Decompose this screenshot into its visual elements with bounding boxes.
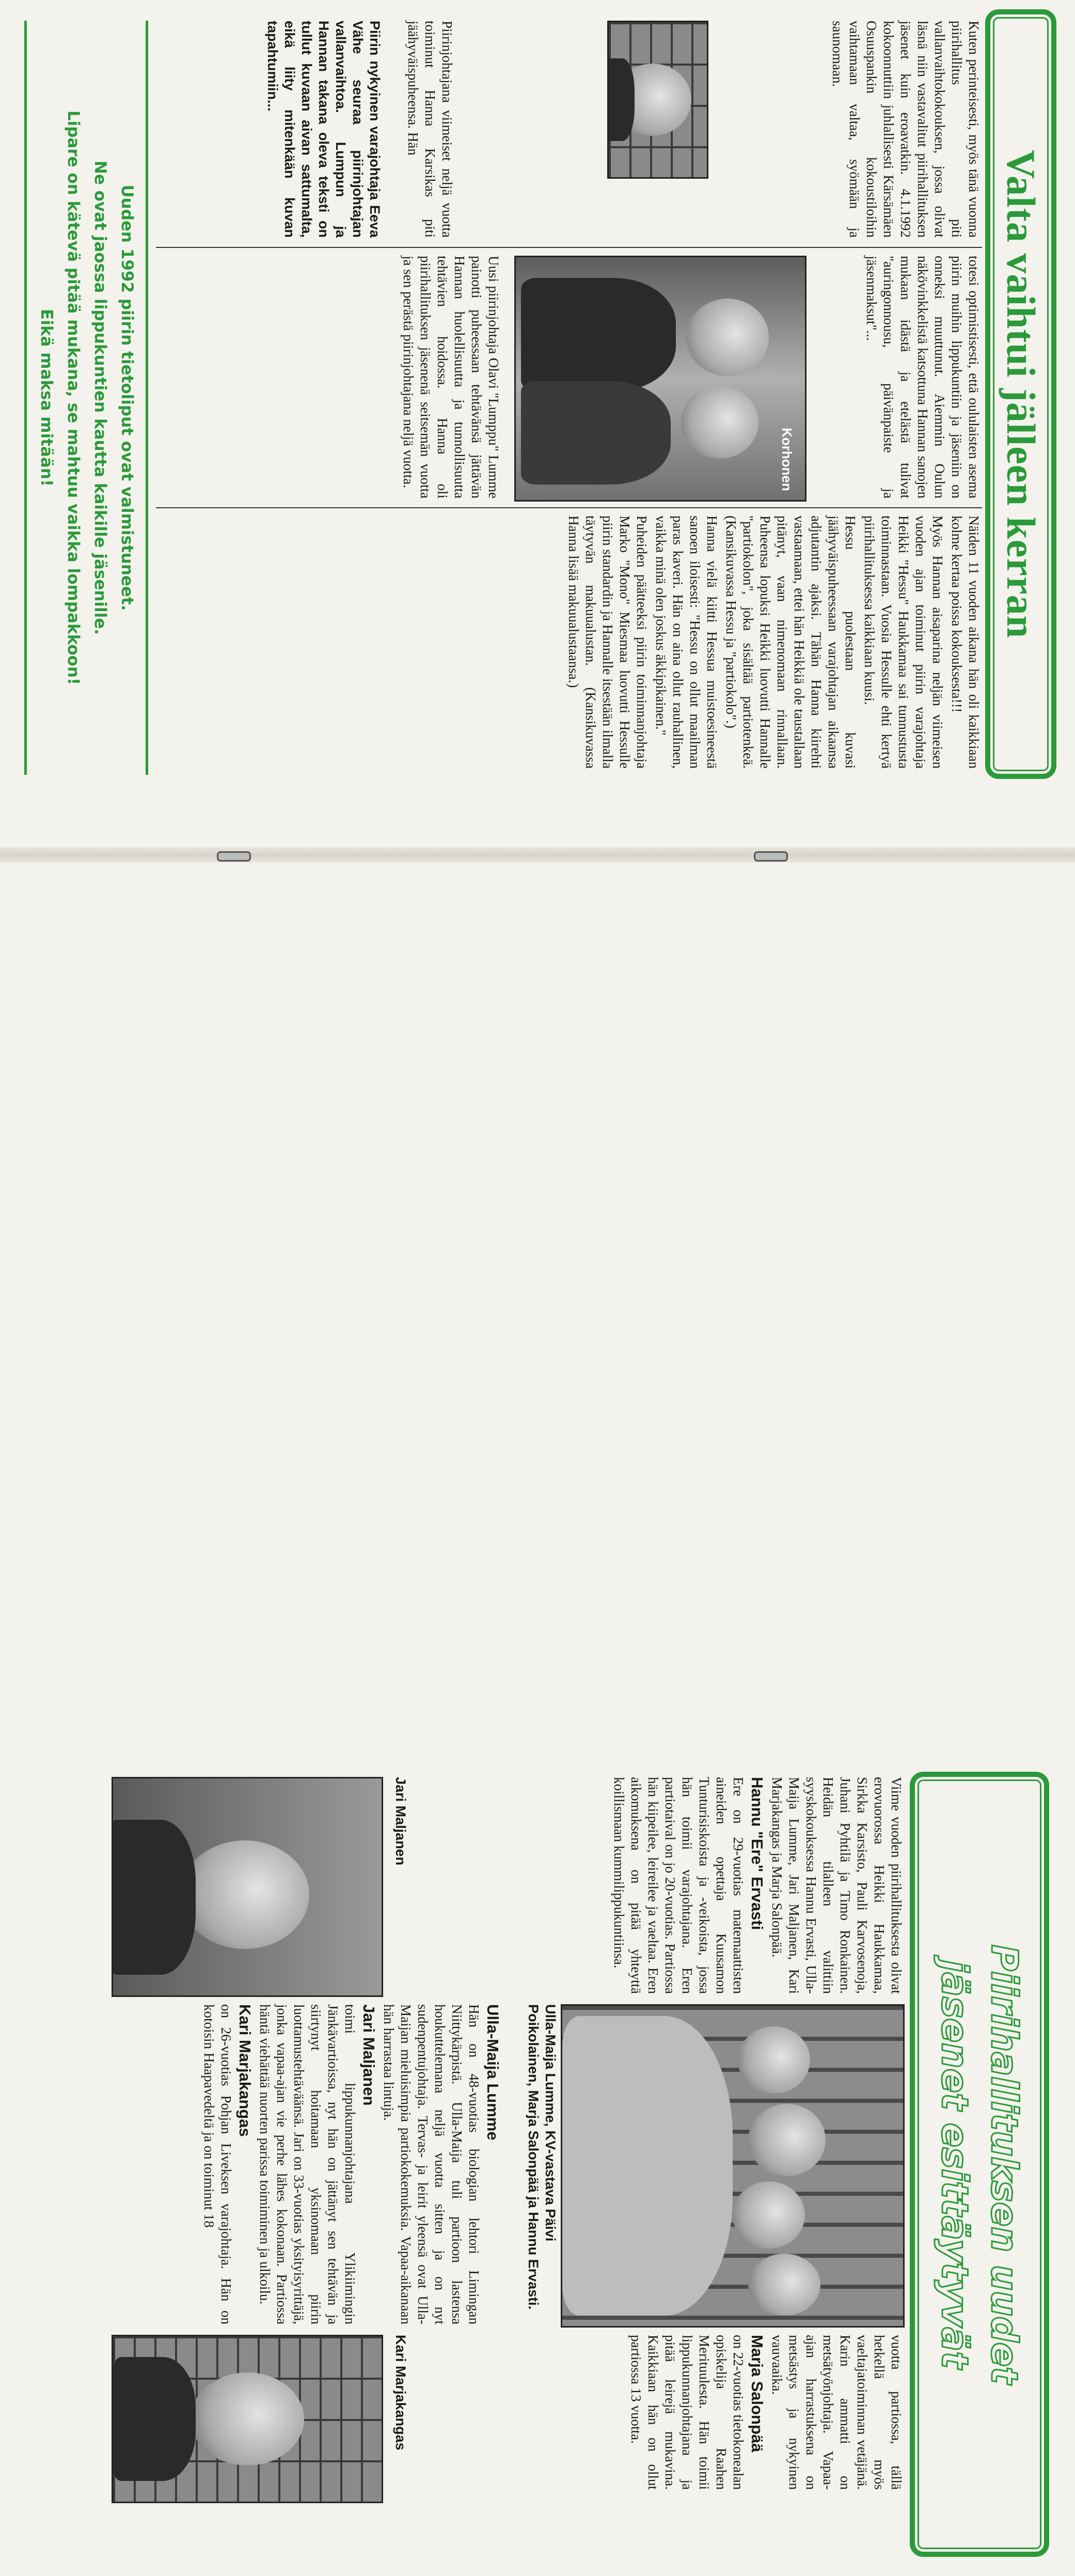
photo-handover (514, 256, 807, 502)
top-col-3 (563, 516, 982, 769)
top-col3-text: Näiden 11 vuoden aikana hän oli kaikkiaan kolme kertaa poissa kokouksesta!!! (949, 516, 982, 769)
green-rule-bottom (24, 21, 27, 775)
green-note-1: Uuden 1992 piirin tietoliput ovat valmistuneet. (118, 184, 136, 611)
green-note-2: Ne ovat jaossa lippukuntien kautta kaikille jäsenille. (91, 160, 109, 635)
top-col3c-text: Hessu puolestaan kuvasi jäähyväispuheessaan varajohtajan aikaansa adjutantin ajaksi. Tähän Hanna kiirehti vastaamaan, ettei hän Heikkiä ole taustallaan pitänyt, vaan nimenomaan rinnallaan. Puheensa lopuksi Heikki luovutti Hannalle "partiokolon", joka sisältää partiotenkeä. (Kansikuvassa Hessu ja "partiokolo".) (723, 516, 858, 769)
photo-jari (112, 1777, 383, 1997)
top-col3b-text: Myös Hannan aisaparina neljän viimeisen vuoden ajan toiminut piirin varajohtaja Heikki "Hessu" Haukkamaa sai tunnustusta toiminnastaan. Vuosia Hessulle ehti kertyä piirihallituksessa kaikkiaan kuusi. (862, 516, 945, 769)
staple-right (754, 851, 788, 862)
marja-heading: Marja Salonpää (748, 2335, 766, 2453)
top-col-1b-text (402, 21, 455, 238)
hannu-heading: Hannu "Ere" Ervasti (748, 1777, 766, 1930)
kari-heading: Kari Marjakangas (236, 2004, 254, 2137)
top-col2b-text: Uusi piirinjohtaja Olavi "Lumppu" Lumme painotti puheessaan tehtävänsä jättävän Hannan huolellisuutta ja tunnollisuutta tehtävien hoidossa. Hanna oli piirihallituksen jäsenenä seitsemän vuotta ja sen perästä piirinjohtajana neljä vuotta. (401, 256, 501, 498)
ulla-text: Hän on 48-vuotias biologian lehtori Limingan Niittykärpistä. Ulla-Maija tuli partioon lastensa houkuttelemana neljä vuotta sitten ja on nyt sudenpentujohtaja. Tervas- ja leirit yleensä ovat Ulla-Maijan mieluisimpia partiokokemuksia. Vapaa-aikanaan hän harrastaa lintuja. (381, 2004, 482, 2324)
photo-kari (112, 2335, 383, 2503)
marja-pre-text: vuotta partiossa, tällä hetkellä myös vaeltajatoiminnan vetäjänä. Karin ammatti on metsätyönjohtaja. Vapaa-ajan harrastuksena on metsästys ja nykyinen vauvaaika. (769, 2335, 904, 2490)
caption-group-text: Ulla-Maija Lumme, KV-vastava Päivi Poikolainen, Marja Salonpää ja Hannu Ervasti. (526, 2004, 558, 2310)
top-page (0, 0, 1075, 847)
caption-jari (392, 1777, 409, 1994)
ulla-heading: Ulla-Maija Lumme (484, 2004, 502, 2141)
intro-text: Viime vuoden piirihallituksesta olivat erovuorossa Heikki Haukkamaa, Sirkka Karsisto, Pauli Karvosenoja, Juhani Pyhtilä ja Timo Ronkainen. Heidän tilalleen valittiin syyskokouksessa Hannu Ervasti, Ulla-Maija Lumme, Jari Maljanen, Kari Marjakangas ja Marja Salonpää. (769, 1777, 904, 1994)
bottom-col-1 (608, 1777, 905, 1994)
top-col-2 (861, 256, 982, 498)
caption-eeva (264, 21, 383, 238)
green-notice (33, 10, 140, 785)
caption-group (525, 2004, 559, 2324)
staple-left (217, 851, 251, 862)
photo-eeva (607, 21, 708, 179)
top-article-title: Valta vaihtui jälleen kerran (999, 150, 1044, 638)
caption-kari (392, 2335, 409, 2500)
kari-text: on 26-vuotias Pohjan Liveksen varajohtaja. Hän on kotoisin Haapavedeltä ja on toiminut 18 (201, 2004, 234, 2324)
caption-eeva-text: Piirin nykyinen varajohtaja Eeva Vähe seuraa piirinjohtajan vallanvaihtoa. Lumpun ja Hannan takana oleva teksti on tullut kuvaan aivan sattumalta, eikä liity mitenkään kuvan tapahtumiin... (265, 21, 383, 238)
top-col1-text: Kuten perinteisesti, myös tänä vuonna piirihallitus piti vallanvaihtokokouksen, jossa olivat läsnä niin vastavalitut piirihallituksen jäsenet kuin eroavatkin. 4.1.1992 kokoonnuttiin juhlallisesti Kärsämäen Osuuspankin kokoustiloihin vaihtamaan valtaa, syömään ja saunomaan. (830, 21, 982, 238)
top-col-2b (398, 256, 502, 498)
green-note-4: Eikä maksa mitään! (37, 309, 56, 487)
photo-group (561, 2004, 905, 2328)
caption-kari-text: Kari Marjakangas (393, 2335, 408, 2450)
green-note-3: Lipare on kätevä pitää mukana, se mahtuu vaikka lompakkoon! (64, 110, 83, 685)
jari-text: toimi lippukunnanjohtajana Ylikiimingin Jänkävartioissa, nyt hän on jättänyt sen tehtävän ja siirtynyt hoitamaan yksinomaan piirin luottamustehtäväänsä. Jari on 33-vuotias yksityisyrittäjä, jonka vapaa-ajan vie perhe lähes kokonaan. Partiossa häntä viehättää nuorten parissa toimiminen ja ulkoilu. (257, 2004, 358, 2324)
bottom-title-line2: jäsenet esittäytyvät (934, 1960, 976, 2369)
hannu-text: Ere on 29-vuotias matemaattisten aineiden opettaja Kuusamon Tunturisiskoista ja -veikoista, jossa hän toimii varajohtajana. Eren partiotaival on jo 20-vuotias. Partiossa hän kiipeilee, leireilee ja vaeltaa. Eren aikomuksena on pitää yhteyttä koillismaan kummilippukuntiinsa. (611, 1777, 746, 1994)
top-col-1 (827, 21, 982, 238)
bottom-col-3 (625, 2335, 905, 2490)
top-col3e-text: Puheiden päätteeksi piirin toiminnanjohtaja Marko "Mono" Miesmaa luovutti Hessulle piirin standardin ja Hannalle itsestään ilmalla täytyvän makuualustan. (Kansikuvassa Hanna lisää makuualustaansa.) (566, 516, 650, 769)
green-rule-top (146, 21, 148, 775)
bottom-title-line1: Piirihallituksen uudet (983, 1944, 1025, 2384)
bottom-col-2 (198, 2004, 502, 2324)
photo-handover-text: Korhonen (779, 428, 795, 491)
caption-jari-text: Jari Maljanen (393, 1777, 408, 1866)
top-col1b-para: Piirinjohtajana viimeiset neljä vuotta toiminut Hanna Karsikas piti jäähyväispuheensa. Hän (405, 21, 455, 238)
bottom-title-box (910, 1772, 1049, 2557)
jari-heading: Jari Maljanen (360, 2004, 378, 2106)
page-fold (0, 847, 1075, 863)
top-col2-text: totesi optimistisesti, että oululaisten asema piirin muihin lippukuntiin ja jäseniin on onneksi muuttunut. Aiemmin Oulun näkövinkkelistä katsottuna Hannan sanojen mukaan idästä ja etelästä tulivat "auringonnousu, päivänpaiste ja jäsenmaksut"... (864, 256, 982, 498)
marja-text: on 22-vuotias tietokonealan opiskelija Raahen Merituulesta. Hän toimii lippukunnanjohtajana ja pitää leirejä mukavina. Kaikkiaan hän on ollut partiossa 13 vuotta. (628, 2335, 746, 2490)
top-col3d-text: Hanna vielä kiitti Hessua muistoesineestä sanoen iloisesti: "Hessu on ollut maailman paras kaveri. Hän on aina ollut rauhallinen, vaikka minä olen joskus äkkipikainen." (653, 516, 720, 769)
top-title-box (985, 9, 1056, 779)
bottom-page (0, 1725, 1075, 2576)
